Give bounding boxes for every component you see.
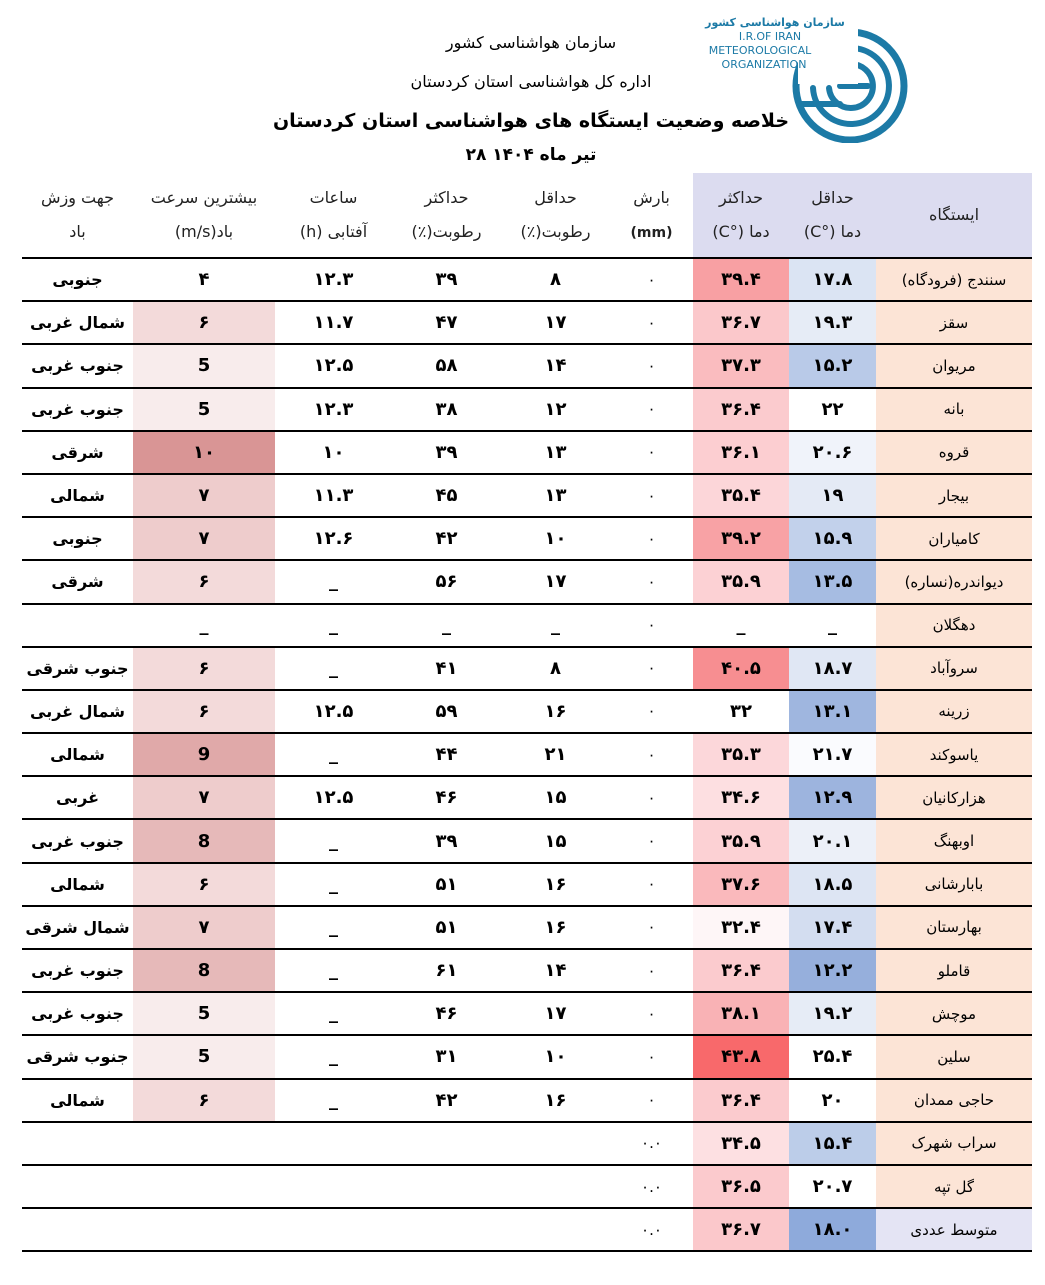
cell-tmin: ۲۰.۷ [789, 1165, 876, 1208]
col-wind-direction: جهت وزش باد [22, 173, 133, 258]
table-row [22, 301, 1032, 344]
cell-sunshine: _ [275, 819, 392, 862]
cell-precip: ۰ [610, 344, 693, 387]
cell-rhmin: ۱۵ [501, 776, 610, 819]
table-row [22, 344, 1032, 387]
cell-station: هزارکانیان [876, 776, 1032, 819]
cell-sunshine [275, 1165, 392, 1208]
cell-station: مریوان [876, 344, 1032, 387]
cell-tmin: ۱۹.۳ [789, 301, 876, 344]
cell-rhmin: ۸ [501, 258, 610, 301]
cell-precip: ۰ [610, 949, 693, 992]
cell-station: سراب شهرک [876, 1122, 1032, 1165]
cell-wind-direction: جنوب غربی [22, 819, 133, 862]
cell-sunshine: ۱۰ [275, 431, 392, 474]
cell-rhmin: ۱۷ [501, 560, 610, 603]
cell-precip: ۰.۰ [610, 1122, 693, 1165]
page-title: خلاصه وضعیت ایستگاه های هواشناسی استان کردستان [272, 110, 790, 132]
cell-station: اوبهنگ [876, 819, 1032, 862]
cell-tmax: ۳۶.۷ [693, 301, 789, 344]
cell-wind-speed: ۱۰ [133, 431, 275, 474]
cell-tmax: ۳۶.۵ [693, 1165, 789, 1208]
cell-station: زرینه [876, 690, 1032, 733]
cell-sunshine: _ [275, 560, 392, 603]
cell-wind-direction: شمال غربی [22, 690, 133, 733]
cell-precip: ۰ [610, 906, 693, 949]
cell-tmin: ۱۲.۲ [789, 949, 876, 992]
cell-wind-speed: _ [133, 604, 275, 647]
cell-wind-speed: 5 [133, 344, 275, 387]
cell-tmin: ۱۵.۴ [789, 1122, 876, 1165]
cell-tmax: ۳۶.۱ [693, 431, 789, 474]
cell-wind-direction: شمال شرقی [22, 906, 133, 949]
cell-rhmax: ۴۶ [392, 992, 501, 1035]
cell-sunshine: _ [275, 863, 392, 906]
cell-wind-direction [22, 1208, 133, 1251]
table-row [22, 906, 1032, 949]
cell-wind-speed: ۶ [133, 690, 275, 733]
cell-tmax: ۳۶.۴ [693, 388, 789, 431]
cell-wind-direction: جنوب غربی [22, 949, 133, 992]
cell-wind-speed: 5 [133, 388, 275, 431]
cell-wind-direction: شرقی [22, 431, 133, 474]
cell-wind-speed [133, 1165, 275, 1208]
cell-rhmax: _ [392, 604, 501, 647]
cell-rhmax: ۴۱ [392, 647, 501, 690]
cell-tmax: ۳۷.۳ [693, 344, 789, 387]
table-row [22, 1122, 1032, 1165]
cell-sunshine: ۱۱.۷ [275, 301, 392, 344]
cell-sunshine: _ [275, 949, 392, 992]
cell-rhmax: ۳۸ [392, 388, 501, 431]
table-row [22, 1079, 1032, 1122]
cell-tmin: ۲۰.۱ [789, 819, 876, 862]
cell-precip: ۰ [610, 560, 693, 603]
cell-wind-speed: 9 [133, 733, 275, 776]
table-row [22, 819, 1032, 862]
cell-station: دیواندره(نساره) [876, 560, 1032, 603]
cell-wind-speed: 5 [133, 992, 275, 1035]
logo-text-line3: METEOROLOGICAL [708, 44, 812, 57]
cell-wind-direction: شمال غربی [22, 301, 133, 344]
cell-precip: ۰ [610, 863, 693, 906]
cell-rhmin: ۱۷ [501, 301, 610, 344]
cell-precip: ۰ [610, 301, 693, 344]
cell-wind-speed: ۶ [133, 301, 275, 344]
cell-wind-direction: غربی [22, 776, 133, 819]
cell-sunshine: _ [275, 733, 392, 776]
cell-rhmax: ۴۶ [392, 776, 501, 819]
col-tmax: حداکثر دما (°C) [693, 173, 789, 258]
cell-tmin: ۲۵.۴ [789, 1035, 876, 1078]
cell-tmin: ۲۱.۷ [789, 733, 876, 776]
cell-tmax: ۳۶.۷ [693, 1208, 789, 1251]
cell-wind-direction: شمالی [22, 1079, 133, 1122]
cell-wind-speed: ۷ [133, 474, 275, 517]
cell-rhmax: ۵۶ [392, 560, 501, 603]
cell-sunshine [275, 1208, 392, 1251]
cell-wind-direction: جنوب شرقی [22, 647, 133, 690]
cell-wind-direction: شمالی [22, 474, 133, 517]
cell-rhmin: ۱۰ [501, 517, 610, 560]
cell-sunshine [275, 1122, 392, 1165]
cell-tmin: ۲۲ [789, 388, 876, 431]
cell-wind-speed [133, 1208, 275, 1251]
table-row [22, 517, 1032, 560]
logo-text-line4: ORGANIZATION [721, 58, 807, 71]
cell-precip: ۰ [610, 1035, 693, 1078]
cell-precip: ۰ [610, 690, 693, 733]
cell-rhmin: ۱۶ [501, 1079, 610, 1122]
cell-rhmin [501, 1208, 610, 1251]
cell-rhmax: ۵۸ [392, 344, 501, 387]
cell-rhmin: ۱۰ [501, 1035, 610, 1078]
cell-tmax: ۳۶.۴ [693, 949, 789, 992]
cell-station: سقز [876, 301, 1032, 344]
cell-sunshine: _ [275, 992, 392, 1035]
cell-tmin: ۱۷.۴ [789, 906, 876, 949]
table-row [22, 992, 1032, 1035]
cell-tmin: ۱۸.۵ [789, 863, 876, 906]
cell-tmax: ۳۵.۹ [693, 560, 789, 603]
cell-wind-direction [22, 604, 133, 647]
cell-tmax: ۳۹.۴ [693, 258, 789, 301]
cell-precip: ۰ [610, 388, 693, 431]
cell-rhmin: ۱۶ [501, 906, 610, 949]
cell-sunshine: ۱۲.۶ [275, 517, 392, 560]
cell-tmax: ۳۶.۴ [693, 1079, 789, 1122]
cell-tmax: ۳۴.۵ [693, 1122, 789, 1165]
cell-station: متوسط عددی [876, 1208, 1032, 1251]
cell-wind-direction: شمالی [22, 733, 133, 776]
cell-wind-direction [22, 1122, 133, 1165]
table-row [22, 560, 1032, 603]
cell-tmin: ۱۳.۱ [789, 690, 876, 733]
cell-station: گل تپه [876, 1165, 1032, 1208]
cell-station: یاسوکند [876, 733, 1032, 776]
cell-sunshine: _ [275, 1079, 392, 1122]
cell-sunshine: _ [275, 1035, 392, 1078]
cell-rhmin: ۱۵ [501, 819, 610, 862]
cell-station: بابارشانی [876, 863, 1032, 906]
cell-tmax: ۳۵.۳ [693, 733, 789, 776]
cell-sunshine: ۱۲.۳ [275, 388, 392, 431]
station-summary-table [22, 173, 1032, 1252]
cell-tmin: ۱۷.۸ [789, 258, 876, 301]
col-station: ایستگاه [876, 173, 1032, 258]
cell-tmin: ۱۸.۷ [789, 647, 876, 690]
cell-wind-direction: جنوب غربی [22, 344, 133, 387]
cell-rhmin: ۱۶ [501, 863, 610, 906]
cell-rhmin [501, 1122, 610, 1165]
col-sunshine: ساعات آفتابی (h) [275, 173, 392, 258]
meteorological-organization-logo [690, 8, 920, 143]
cell-wind-speed: ۷ [133, 906, 275, 949]
org-name: سازمان هواشناسی کشور [445, 33, 617, 52]
cell-tmin: ۱۹.۲ [789, 992, 876, 1035]
cell-wind-direction: جنوبی [22, 258, 133, 301]
cell-tmin: ۱۲.۹ [789, 776, 876, 819]
cell-wind-direction: جنوب غربی [22, 992, 133, 1035]
cell-precip: ۰ [610, 992, 693, 1035]
cell-wind-speed: ۶ [133, 560, 275, 603]
cell-sunshine: ۱۱.۳ [275, 474, 392, 517]
cell-tmax: ۴۰.۵ [693, 647, 789, 690]
cell-rhmax: ۵۹ [392, 690, 501, 733]
cell-sunshine: _ [275, 604, 392, 647]
table-row [22, 474, 1032, 517]
cell-rhmin: ۱۲ [501, 388, 610, 431]
cell-tmin: ۱۸.۰ [789, 1208, 876, 1251]
cell-tmax: _ [693, 604, 789, 647]
cell-tmin: ۱۹ [789, 474, 876, 517]
cell-station: قروه [876, 431, 1032, 474]
cell-precip: ۰ [610, 517, 693, 560]
cell-wind-speed [133, 1122, 275, 1165]
cell-rhmin: _ [501, 604, 610, 647]
cell-rhmax: ۳۱ [392, 1035, 501, 1078]
cell-rhmax [392, 1122, 501, 1165]
cell-wind-speed: ۶ [133, 863, 275, 906]
table-row [22, 431, 1032, 474]
table-row [22, 1165, 1032, 1208]
cell-tmax: ۳۲.۴ [693, 906, 789, 949]
cell-rhmin: ۱۴ [501, 949, 610, 992]
cell-station: قاملو [876, 949, 1032, 992]
cell-sunshine: ۱۲.۵ [275, 690, 392, 733]
cell-wind-speed: ۶ [133, 1079, 275, 1122]
cell-rhmin: ۸ [501, 647, 610, 690]
cell-station: سروآباد [876, 647, 1032, 690]
cell-precip: ۰ [610, 474, 693, 517]
cell-wind-speed: ۷ [133, 776, 275, 819]
cell-wind-speed: 8 [133, 949, 275, 992]
cell-rhmin: ۱۴ [501, 344, 610, 387]
cell-rhmax: ۴۴ [392, 733, 501, 776]
cell-precip: ۰ [610, 258, 693, 301]
cell-wind-speed: 8 [133, 819, 275, 862]
cell-rhmax: ۴۲ [392, 1079, 501, 1122]
table-row [22, 776, 1032, 819]
cell-tmin: ۲۰.۶ [789, 431, 876, 474]
cell-station: کامیاران [876, 517, 1032, 560]
logo-text-line2: I.R.OF IRAN [738, 30, 802, 43]
cell-precip: ۰ [610, 604, 693, 647]
cell-rhmax [392, 1208, 501, 1251]
cell-tmax: ۳۵.۴ [693, 474, 789, 517]
cell-station: بانه [876, 388, 1032, 431]
cell-tmin: ۱۳.۵ [789, 560, 876, 603]
cell-sunshine: _ [275, 647, 392, 690]
col-rhmin: حداقل رطوبت(٪) [501, 173, 610, 258]
cell-station: سلین [876, 1035, 1032, 1078]
cell-rhmax: ۳۹ [392, 819, 501, 862]
cell-precip: ۰ [610, 819, 693, 862]
cell-tmax: ۳۵.۹ [693, 819, 789, 862]
cell-sunshine: _ [275, 906, 392, 949]
cell-tmax: ۳۲ [693, 690, 789, 733]
table-row [22, 949, 1032, 992]
table-row [22, 388, 1032, 431]
office-name: اداره کل هواشناسی استان کردستان [410, 72, 652, 91]
cell-wind-direction: شمالی [22, 863, 133, 906]
cell-wind-speed: ۴ [133, 258, 275, 301]
table-row [22, 604, 1032, 647]
cell-precip: ۰ [610, 431, 693, 474]
cell-wind-direction: شرقی [22, 560, 133, 603]
cell-tmin: _ [789, 604, 876, 647]
table-row [22, 733, 1032, 776]
cell-wind-speed: 5 [133, 1035, 275, 1078]
report-date: ۲۸ تیر ماه ۱۴۰۴ [465, 145, 597, 165]
cell-wind-direction [22, 1165, 133, 1208]
cell-sunshine: ۱۲.۵ [275, 776, 392, 819]
table-row [22, 647, 1032, 690]
cell-tmax: ۴۳.۸ [693, 1035, 789, 1078]
cell-wind-speed: ۷ [133, 517, 275, 560]
cell-rhmax: ۵۱ [392, 863, 501, 906]
cell-precip: ۰ [610, 647, 693, 690]
cell-precip: ۰ [610, 733, 693, 776]
table-row [22, 1035, 1032, 1078]
cell-tmin: ۱۵.۹ [789, 517, 876, 560]
cell-rhmin: ۱۳ [501, 474, 610, 517]
col-rhmax: حداکثر رطوبت(٪) [392, 173, 501, 258]
cell-rhmin: ۱۷ [501, 992, 610, 1035]
cell-rhmax: ۵۱ [392, 906, 501, 949]
cell-precip: ۰ [610, 776, 693, 819]
cell-wind-speed: ۶ [133, 647, 275, 690]
cell-rhmin: ۱۳ [501, 431, 610, 474]
cell-tmax: ۳۹.۲ [693, 517, 789, 560]
cell-wind-direction: جنوب غربی [22, 388, 133, 431]
cell-tmax: ۳۷.۶ [693, 863, 789, 906]
cell-station: بیجار [876, 474, 1032, 517]
col-wind-speed: بیشترین سرعت باد(m/s) [133, 173, 275, 258]
cell-rhmax: ۳۹ [392, 258, 501, 301]
cell-station: سنندج (فرودگاه) [876, 258, 1032, 301]
cell-station: بهارستان [876, 906, 1032, 949]
cell-tmin: ۱۵.۲ [789, 344, 876, 387]
cell-rhmax: ۴۲ [392, 517, 501, 560]
cell-rhmin: ۱۶ [501, 690, 610, 733]
cell-precip: ۰ [610, 1079, 693, 1122]
table-row [22, 258, 1032, 301]
table-row [22, 863, 1032, 906]
cell-rhmin [501, 1165, 610, 1208]
cell-station: حاجی ممدان [876, 1079, 1032, 1122]
cell-station: موچش [876, 992, 1032, 1035]
cell-precip: ۰.۰ [610, 1208, 693, 1251]
logo-text-fa: سازمان هواشناسی کشور [705, 16, 845, 29]
cell-sunshine: ۱۲.۳ [275, 258, 392, 301]
cell-rhmax [392, 1165, 501, 1208]
cell-rhmax: ۴۷ [392, 301, 501, 344]
cell-precip: ۰.۰ [610, 1165, 693, 1208]
table-header-row [22, 173, 1032, 258]
table-row [22, 1208, 1032, 1251]
cell-wind-direction: جنوب شرقی [22, 1035, 133, 1078]
col-precip: بارش (mm) [610, 173, 693, 258]
cell-rhmin: ۲۱ [501, 733, 610, 776]
cell-rhmax: ۳۹ [392, 431, 501, 474]
cell-sunshine: ۱۲.۵ [275, 344, 392, 387]
cell-tmin: ۲۰ [789, 1079, 876, 1122]
table-row [22, 690, 1032, 733]
cell-rhmax: ۶۱ [392, 949, 501, 992]
cell-wind-direction: جنوبی [22, 517, 133, 560]
cell-rhmax: ۴۵ [392, 474, 501, 517]
col-tmin: حداقل دما (°C) [789, 173, 876, 258]
cell-tmax: ۳۸.۱ [693, 992, 789, 1035]
cell-tmax: ۳۴.۶ [693, 776, 789, 819]
cell-station: دهگلان [876, 604, 1032, 647]
